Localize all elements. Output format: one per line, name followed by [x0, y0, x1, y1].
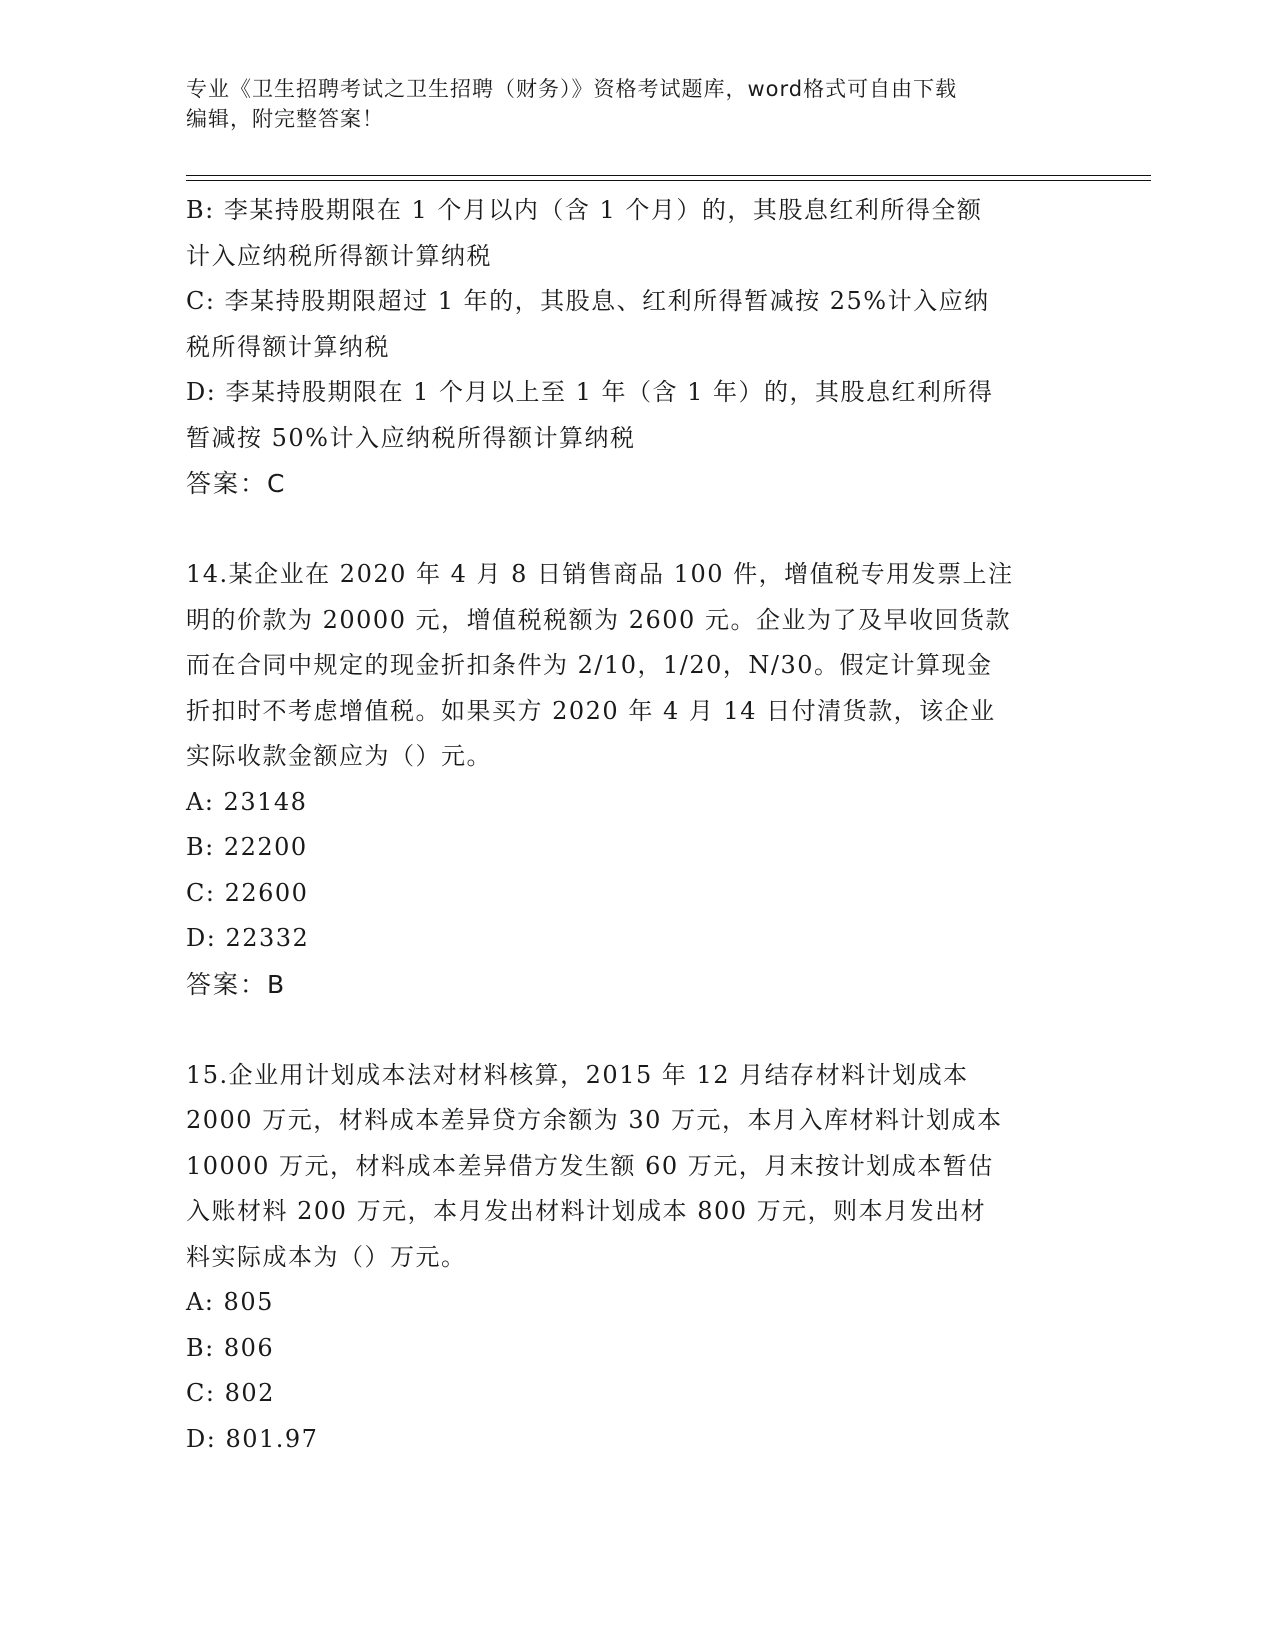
answer-label: 答案：B	[186, 969, 287, 999]
option-d: D: 22332	[186, 924, 310, 952]
prev-question	[186, 188, 1066, 507]
question-stem-line: 入账材料 200 万元，本月发出材料计划成本 800 万元，则本月发出材	[186, 1197, 987, 1225]
option-c: C: 22600	[186, 878, 309, 907]
header-line-1: 专业《卫生招聘考试之卫生招聘（财务）》资格考试题库，word格式可自由下载	[186, 77, 958, 101]
option-c-line-2: 税所得额计算纳税	[186, 332, 390, 361]
option-c: C: 802	[186, 1379, 275, 1407]
answer-label: 答案：C	[186, 469, 287, 498]
option-b-line-2: 计入应纳税所得额计算纳税	[186, 241, 492, 270]
option-c-line-1: C: 李某持股期限超过 1 年的，其股息、红利所得暂减按 25%计入应纳	[186, 287, 990, 315]
spacer	[186, 507, 1066, 553]
option-b: B: 22200	[186, 833, 308, 861]
question-stem-line: 明的价款为 20000 元，增值税税额为 2600 元。企业为了及早收回货款	[186, 605, 1011, 634]
option-b: B: 806	[186, 1333, 275, 1362]
question-stem-line: 而在合同中规定的现金折扣条件为 2/10，1/20，N/30。假定计算现金	[186, 651, 993, 679]
question-14	[186, 552, 1066, 1007]
question-stem-line: 料实际成本为（）万元。	[186, 1242, 467, 1271]
option-a: A: 23148	[186, 787, 308, 816]
option-b-line-1: B: 李某持股期限在 1 个月以内（含 1 个月）的，其股息红利所得全额	[186, 196, 983, 224]
spacer	[186, 1007, 1066, 1053]
question-stem-line: 10000 万元，材料成本差异借方发生额 60 万元，月末按计划成本暂估	[186, 1151, 994, 1180]
document-header	[186, 74, 1066, 134]
question-stem-line: 15.企业用计划成本法对材料核算，2015 年 12 月结存材料计划成本	[186, 1060, 969, 1089]
header-rule-top	[186, 175, 1151, 176]
header-rule-bottom	[186, 180, 1151, 181]
question-stem-line: 14.某企业在 2020 年 4 月 8 日销售商品 100 件，增值税专用发票上注	[186, 560, 1014, 588]
question-stem-line: 实际收款金额应为（）元。	[186, 742, 492, 770]
question-stem-line: 折扣时不考虑增值税。如果买方 2020 年 4 月 14 日付清货款，该企业	[186, 696, 996, 725]
document-body	[186, 188, 1066, 1462]
option-d-line-1: D: 李某持股期限在 1 个月以上至 1 年（含 1 年）的，其股息红利所得	[186, 378, 994, 406]
question-15	[186, 1053, 1066, 1463]
option-a: A: 805	[186, 1288, 274, 1316]
question-stem-line: 2000 万元，材料成本差异贷方余额为 30 万元，本月入库材料计划成本	[186, 1106, 1003, 1134]
header-line-2: 编辑，附完整答案！	[186, 107, 384, 131]
option-d-line-2: 暂减按 50%计入应纳税所得额计算纳税	[186, 423, 636, 452]
option-d: D: 801.97	[186, 1424, 319, 1453]
